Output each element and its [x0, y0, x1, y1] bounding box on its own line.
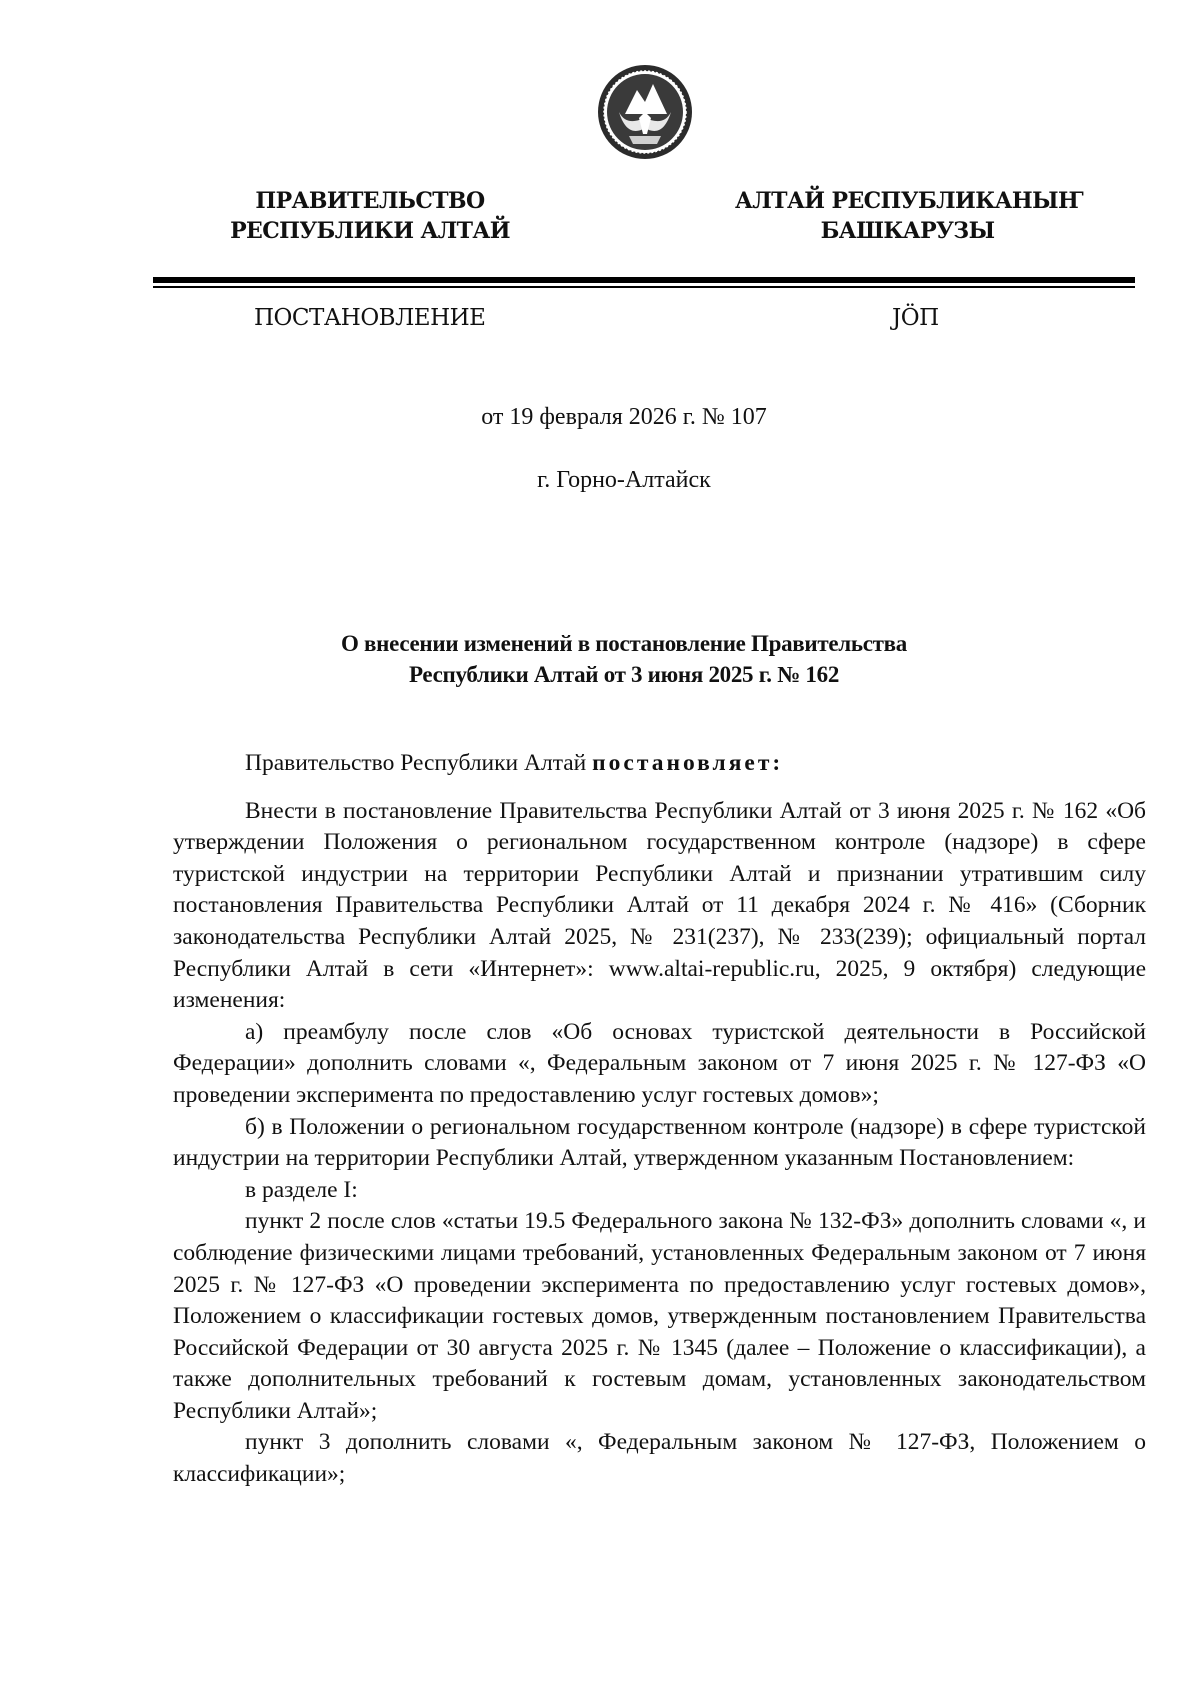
- body-lead-prefix: Правительство Республики Алтай: [245, 750, 593, 776]
- document-title-line2: Республики Алтай от 3 июня 2025 г. № 162: [408, 662, 840, 687]
- header-left-line1: ПРАВИТЕЛЬСТВО: [255, 188, 485, 214]
- decree-city: г. Горно-Алтайск: [537, 467, 711, 493]
- document-body: [173, 748, 1146, 1491]
- header-right-line2: БАШКАРУЗЫ: [820, 218, 995, 244]
- body-paragraph-4: в разделе I:: [245, 1176, 358, 1203]
- header-divider-thin: [153, 286, 1135, 288]
- decree-date-number: от 19 февраля 2026 г. № 107: [481, 404, 767, 430]
- body-lead: [173, 748, 1146, 780]
- header-right-authority: [735, 186, 1084, 246]
- body-paragraph-5: пункт 2 после слов «статьи 19.5 Федерального закона № 132-ФЗ» дополнить словами «, и соблюдение физическими лицами требований, установленных Федеральным законом от 7 июня 2025 г. № 127-ФЗ «О проведении эксперимента по предоставлению услуг гостевых домов», Положением о классификации гостевых домов, утвержденным постановлением Правительства Российской Федерации от 30 августа 2025 г. № 1345 (далее – Положение о классификации), а также дополнительных требований к гостевым домам, установленных законодательством Республики Алтай»;: [173, 1208, 1146, 1424]
- decree-type-alt: ЈӦП: [892, 305, 939, 331]
- body-paragraph-6: пункт 3 дополнить словами «, Федеральным законом № 127-ФЗ, Положением о классификации»;: [173, 1429, 1146, 1488]
- body-paragraph-1: Внести в постановление Правительства Республики Алтай от 3 июня 2025 г. № 162 «Об утверждении Положения о региональном государственном контроле (надзоре) в сфере туристской индустрии на территории Республики Алтай и признании утратившим силу постановления Правительства Республики Алтай от 11 декабря 2024 г. № 416» (Сборник законодательства Республики Алтай 2025, № 231(237), № 233(239); официальный портал Республики Алтай в сети «Интернет»: www.altai-republic.ru, 2025, 9 октября) следующие изменения:: [173, 797, 1146, 1014]
- decree-type-ru: ПОСТАНОВЛЕНИЕ: [254, 305, 486, 331]
- document-title-line1: О внесении изменений в постановление Правительства: [341, 631, 907, 656]
- header-left-authority: [220, 186, 520, 246]
- body-lead-emphasis: постановляет:: [592, 750, 784, 776]
- header-divider-thick: [153, 277, 1135, 283]
- republic-altai-coat-of-arms-icon: [595, 62, 695, 162]
- document-title: [0, 628, 1200, 690]
- header-right-line1: АЛТАЙ РЕСПУБЛИКАНЫҤ: [735, 188, 1084, 214]
- header-left-line2: РЕСПУБЛИКИ АЛТАЙ: [230, 218, 510, 244]
- body-paragraph-3: б) в Положении о региональном государственном контроле (надзоре) в сфере туристской индустрии на территории Республики Алтай, утвержденном указанным Постановлением:: [173, 1113, 1146, 1172]
- body-paragraph-2: а) преамбулу после слов «Об основах туристской деятельности в Российской Федерации» дополнить словами «, Федеральным законом от 7 июня 2025 г. № 127-ФЗ «О проведении эксперимента по предоставлению услуг гостевых домов»;: [173, 1018, 1146, 1108]
